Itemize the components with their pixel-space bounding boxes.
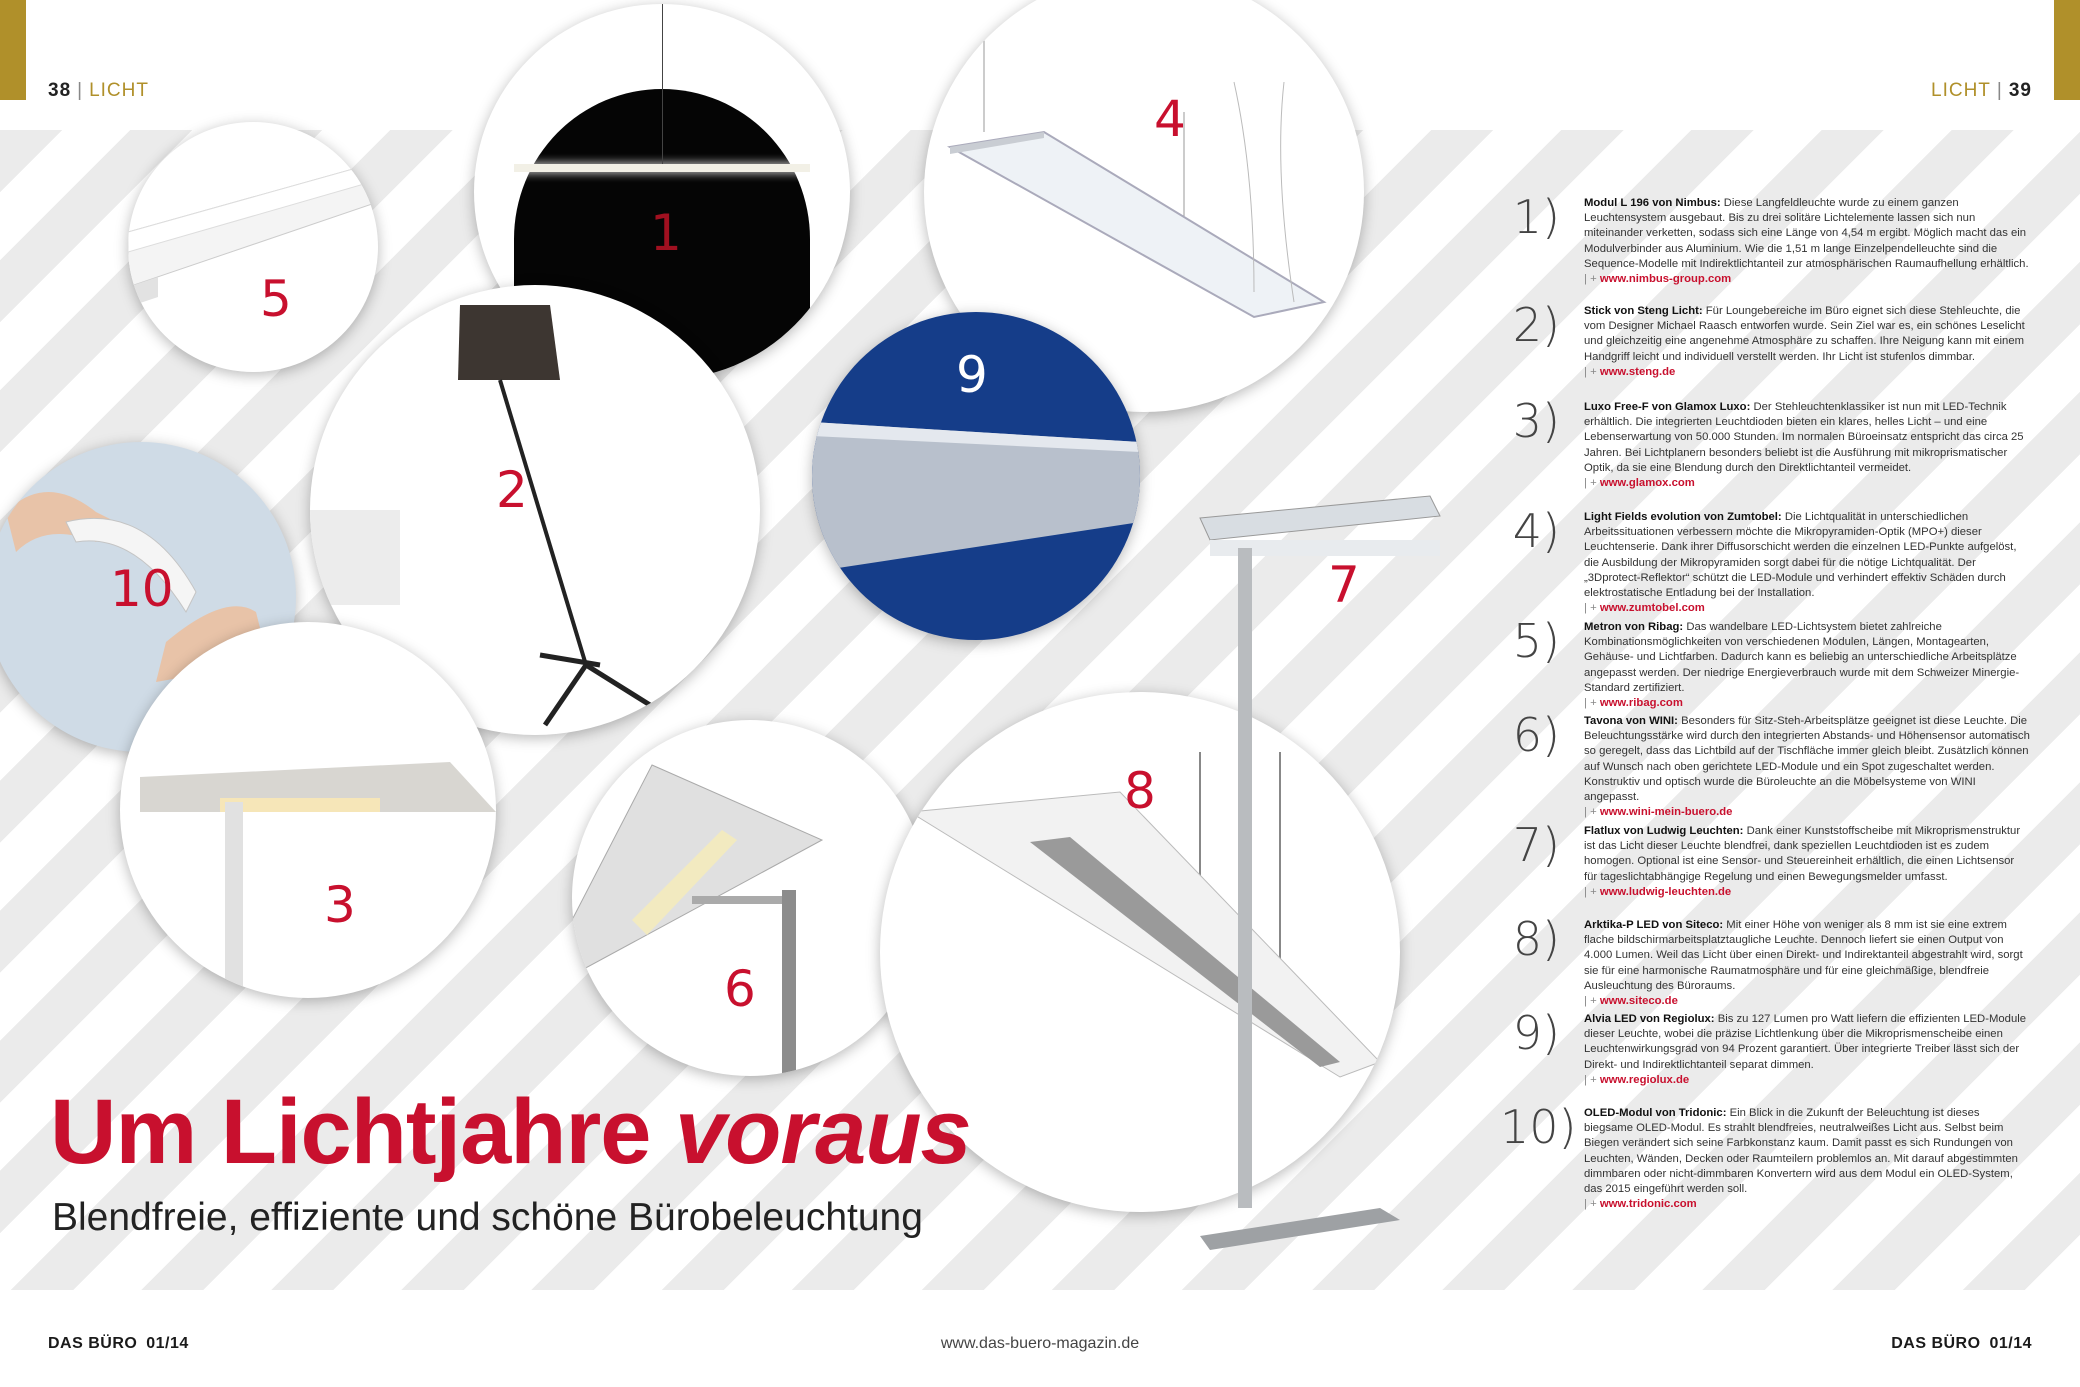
footer-right (1891, 1335, 2032, 1353)
item-name: Luxo Free-F von Glamox Luxo: (1584, 401, 1751, 413)
headline-main: Um Lichtjahre (50, 1081, 651, 1183)
footer-issue-left: 01/14 (146, 1335, 189, 1352)
header-separator: | (1996, 80, 2003, 101)
item-text: Das wandelbare LED-Lichtsystem bietet zahlreiche Kombinationsmöglichkeiten von verschiedenen Modulen, Längen, Montagearten, Gehäuse- und Lichtfarben. Dadurch kann es beliebig an unterschiedliche Arbeitsplätze angepasst werden. Der niedrige Energieverbrauch wurde mit dem Schweizer Minergie-Standard zertifiziert. (1584, 621, 2020, 694)
link-url: www.ribag.com (1599, 697, 1683, 710)
product-circle-3 (120, 622, 496, 998)
item-text: Der Stehleuchtenklassiker ist nun mit LED-Technik erhältlich. Die integrierten Leuchtdioden bieten ein klares, helles Licht – und eine Lebenserwartung von 50.000 Stunden. Im normalen Büroeinsatz entspricht das circa 25 Jahren. Bei Lichtplanern besonders beliebt ist die Ausführung mit mikroprismatischer Optik, da sie eine Blendung durch den Direktlichtanteil vermeidet. (1584, 401, 2024, 474)
item-text: Die Lichtqualität in unterschiedlichen Arbeitssituationen verbessern möchte die Mikropyramiden-Optik (MPO+) dieser Leuchtenserie. Dank ihrer Diffusorschicht werden die einzelnen LED-Punkte aufgelöst, die Ausbildung der Mikropyramiden sorgt dabei für die nötige Lichtqualität. Der „3Dprotect-Reflektor“ schützt die LED-Module und verhindert effektiv Schäden durch elektrostatische Entladung bei der Installation. (1584, 511, 2017, 600)
item-link[interactable] (1584, 476, 2030, 491)
item-link[interactable] (1584, 885, 2030, 900)
item-body (1584, 824, 2030, 900)
list-item (1500, 190, 2030, 298)
link-url: www.steng.de (1599, 365, 1676, 378)
list-item (1500, 912, 2030, 1006)
item-body (1584, 304, 2030, 380)
item-name: Stick von Steng Licht: (1584, 305, 1703, 317)
item-number: 7) (1512, 818, 1560, 872)
item-body (1584, 510, 2030, 616)
item-name: Modul L 196 von Nimbus: (1584, 197, 1721, 209)
footer-brand-left: DAS BÜRO (48, 1335, 138, 1352)
section-label-left: LICHT (89, 80, 149, 101)
product-circle-6 (572, 720, 928, 1076)
article-headline (50, 1080, 971, 1185)
figure-label-6: 6 (724, 960, 756, 1018)
item-number: 2) (1512, 298, 1560, 352)
page-number-left: 38 (48, 80, 72, 101)
figure-label-5: 5 (260, 270, 292, 328)
figure-label-2: 2 (496, 461, 528, 519)
link-marker: | + (1584, 697, 1597, 710)
item-number: 5) (1512, 614, 1560, 668)
link-url: www.nimbus-group.com (1599, 273, 1732, 286)
link-marker: | + (1584, 995, 1597, 1008)
item-name: Light Fields evolution von Zumtobel: (1584, 511, 1782, 523)
page-header-right (1931, 80, 2032, 102)
section-label-right: LICHT (1931, 80, 1991, 101)
item-text: Für Loungebereiche im Büro eignet sich diese Stehleuchte, die vom Designer Michael Raasch entworfen wurde. Sein Ziel war es, ein schönes Leselicht und gleichzeitig eine angenehme Atmosphäre zu schaffen. Ihre Neigung kann mit einem Handgriff leicht und individuell verstellt werden. Ihr Licht ist stufenlos dimmbar. (1584, 305, 2025, 363)
item-text: Ein Blick in die Zukunft der Beleuchtung ist dieses biegsame OLED-Modul. Es strahlt blendfreies, neutralweißes Licht aus. Selbst beim Biegen verändert sich seine Farbkonstanz kaum. Damit passt es sich Rundungen von Leuchten, Wänden, Decken oder Raumteilern problemlos an. Mit darauf abgestimmten dimmbaren oder nicht-dimmbaren Konvertern wird aus dem Modul ein OLED-System, das 2015 eingeführt werden soll. (1584, 1107, 2018, 1196)
list-item (1500, 298, 2030, 394)
list-item (1500, 504, 2030, 614)
header-separator: | (77, 80, 84, 101)
item-link[interactable] (1584, 1073, 2030, 1088)
item-number: 10) (1500, 1100, 1577, 1154)
item-body (1584, 620, 2030, 711)
gold-tab-left (0, 0, 26, 100)
list-item (1500, 1006, 2030, 1100)
link-marker: | + (1584, 602, 1597, 615)
item-body (1584, 196, 2030, 287)
item-number: 9) (1512, 1006, 1560, 1060)
link-marker: | + (1584, 365, 1597, 378)
figure-label-9: 9 (956, 346, 988, 404)
item-name: OLED-Modul von Tridonic: (1584, 1107, 1727, 1119)
link-url: www.siteco.de (1599, 995, 1678, 1008)
link-url: www.tridonic.com (1599, 1198, 1697, 1211)
list-item (1500, 818, 2030, 912)
article-subtitle: Blendfreie, effiziente und schöne Bürobeleuchtung (52, 1196, 923, 1239)
list-item (1500, 614, 2030, 708)
figure-label-7: 7 (1328, 556, 1360, 614)
link-marker: | + (1584, 885, 1597, 898)
footer-brand-right: DAS BÜRO (1891, 1335, 1981, 1352)
list-item (1500, 394, 2030, 504)
item-number: 3) (1512, 394, 1560, 448)
link-marker: | + (1584, 806, 1597, 819)
item-name: Alvia LED von Regiolux: (1584, 1013, 1715, 1025)
item-body (1584, 1106, 2030, 1212)
item-number: 6) (1512, 708, 1560, 762)
item-body (1584, 714, 2030, 820)
item-text: Diese Langfeldleuchte wurde zu einem ganzen Leuchtensystem ausgebaut. Bis zu drei solitäre Lichtelemente lassen sich nun miteinander verketten, sodass sich eine Länge von 4,54 m ergibt. Möglich macht das ein Modulverbinder aus Aluminium. Wie die 1,51 m lange Einzelpendelleuchte sind die Sequence-Modelle mit Indirektlichtanteil zur atmosphärischen Raumaufhellung erhältlich. (1584, 197, 2029, 270)
item-text: Bis zu 127 Lumen pro Watt liefern die effizienten LED-Module dieser Leuchte, wobei die präzise Lichtlenkung über die Mikroprismenscheibe einen Leuchtenwirkungsgrad von 94 Prozent garantiert. Über integrierte Treiber lässt sich der Direkt- und Indirektlichtanteil separat dimmen. (1584, 1013, 2027, 1071)
nimbus-luminaire-bar (514, 164, 810, 172)
link-url: www.regiolux.de (1599, 1073, 1690, 1086)
product-circle-9 (812, 312, 1140, 640)
link-marker: | + (1584, 477, 1597, 490)
item-number: 8) (1512, 912, 1560, 966)
item-name: Flatlux von Ludwig Leuchten: (1584, 825, 1744, 837)
link-marker: | + (1584, 273, 1597, 286)
gold-tab-right (2054, 0, 2080, 100)
item-number: 4) (1512, 504, 1560, 558)
link-url: www.glamox.com (1599, 477, 1695, 490)
item-text: Mit einer Höhe von weniger als 8 mm ist sie eine extrem flache bildschirmarbeitsplatztaugliche Leuchte. Dennoch liefert sie einen Output von 4.000 Lumen. Weil das Licht über einen Direkt- und Indirektanteil abgestrahlt wird, sorgt sie für eine harmonische Raumatmosphäre und für eine gleichmäßige, blendfreie Ausleuchtung des Büroraums. (1584, 919, 2023, 992)
headline-italic: voraus (675, 1081, 971, 1183)
link-marker: | + (1584, 1198, 1597, 1211)
figure-label-1: 1 (650, 204, 682, 262)
item-link[interactable] (1584, 1197, 2030, 1212)
figure-label-3: 3 (324, 876, 356, 934)
item-number: 1) (1512, 190, 1560, 244)
item-text: Dank einer Kunststoffscheibe mit Mikroprismenstruktur ist das Licht dieser Leuchte blendfrei, dank speziellen Leuchtdioden ist es zudem homogen. Optional ist eine Sensor- und Steuereinheit erhältlich, die einen Lichtsensor für tageslichtabhängige Regelung und einen Bewegungsmelder umfasst. (1584, 825, 2021, 883)
item-link[interactable] (1584, 365, 2030, 380)
figure-label-8: 8 (1124, 762, 1156, 820)
tavona-lamp-image (572, 720, 928, 1076)
link-url: www.ludwig-leuchten.de (1599, 885, 1732, 898)
figure-label-4: 4 (1154, 90, 1186, 148)
item-body (1584, 400, 2030, 491)
item-name: Metron von Ribag: (1584, 621, 1684, 633)
product-list (1500, 190, 2030, 1210)
item-text: Besonders für Sitz-Steh-Arbeitsplätze geeignet ist diese Leuchte. Die Beleuchtungsstärke wird durch den integrierten Abstands- und Höhensensor automatisch so geregelt, dass das Lichtbild auf der Tischfläche immer gleich bleibt. Zusätzlich können auf Wunsch nach oben gerichtete LED-Module und ein Spot zugeschaltet werden. Konstruktiv und optisch wurde die Büroleuchte an die Möbelsysteme von WINI angepasst. (1584, 715, 2030, 804)
item-name: Arktika-P LED von Siteco: (1584, 919, 1724, 931)
footer-issue-right: 01/14 (1989, 1335, 2032, 1352)
page-number-right: 39 (2008, 80, 2032, 101)
link-url: www.wini-mein-buero.de (1599, 806, 1733, 819)
luxo-floorlamp-image (120, 622, 496, 998)
item-link[interactable] (1584, 272, 2030, 287)
nimbus-suspension-wire (662, 4, 663, 164)
figure-label-10: 10 (110, 560, 174, 618)
list-item (1500, 1100, 2030, 1210)
page-header-left (48, 80, 149, 102)
item-body (1584, 1012, 2030, 1088)
link-marker: | + (1584, 1073, 1597, 1086)
item-body (1584, 918, 2030, 1009)
item-name: Tavona von WINI: (1584, 715, 1678, 727)
list-item (1500, 708, 2030, 818)
link-url: www.zumtobel.com (1599, 602, 1705, 615)
flatlux-floorlamp-image (1190, 488, 1450, 1258)
footer-url[interactable]: www.das-buero-magazin.de (940, 1335, 1140, 1352)
